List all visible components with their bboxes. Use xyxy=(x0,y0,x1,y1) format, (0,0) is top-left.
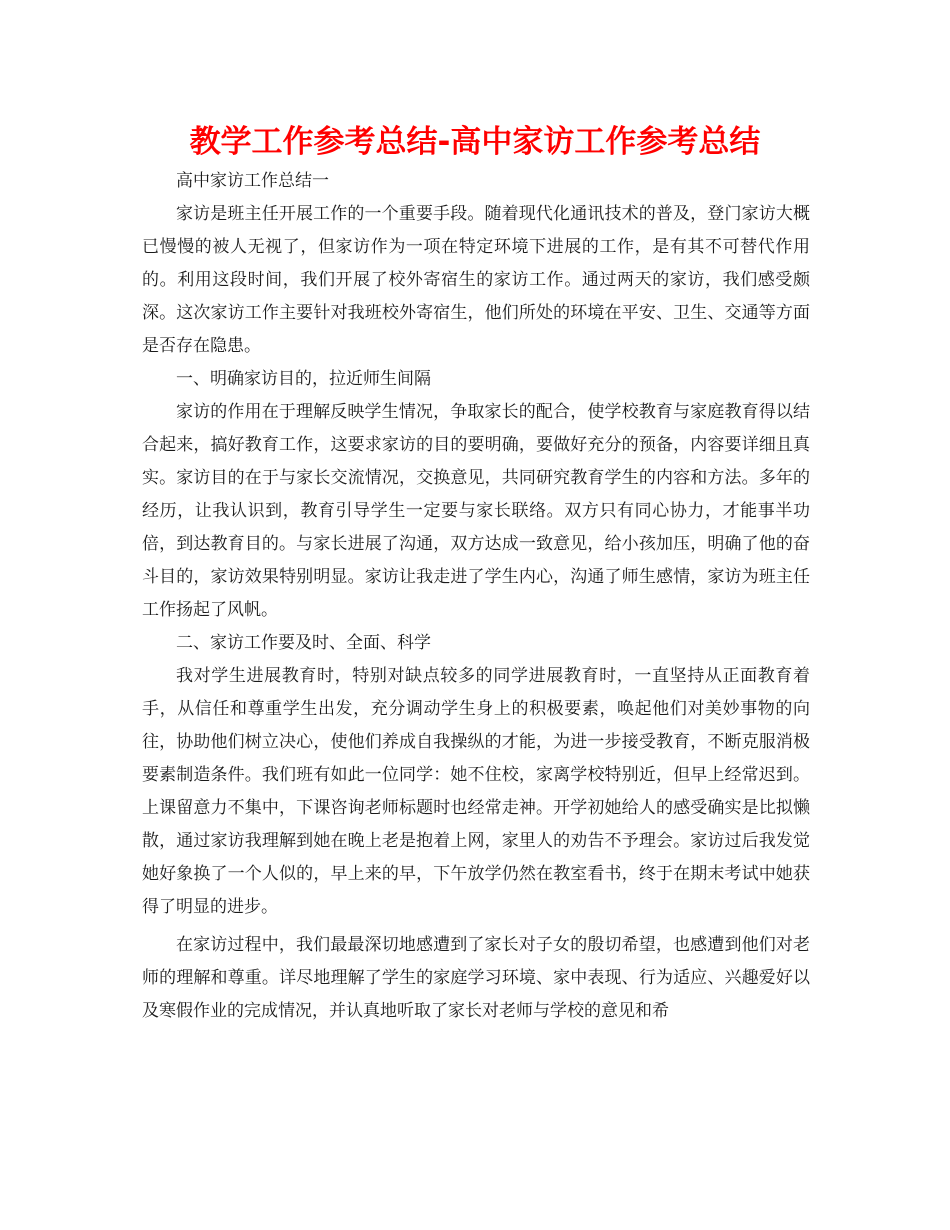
section-heading: 二、家访工作要及时、全面、科学 xyxy=(176,633,431,653)
body-paragraph: 我对学生进展教育时，特别对缺点较多的同学进展教育时，一直坚持从正面教育着手，从信任和尊重学生出发，充分调动学生身上的积极要素，唤起他们对美妙事物的向往，协助他们树立决心，使他们养成自我操纵的才能，为进一步接受教育，不断克服消极要素制造条件。我们班有如此一位同学：她不住校，家离学校特别近，但早上经常迟到。上课留意力不集中，下课咨询老师标题时也经常走神。开学初她给人的感受确实是比拟懒散，通过家访我理解到她在晚上老是抱着上网，家里人的劝告不予理会。家访过后我发觉她好象换了一个人似的，早上来的早，下午放学仍然在教室看书，终于在期末考试中她获得了明显的进步。 xyxy=(142,666,810,917)
section-heading: 高中家访工作总结一 xyxy=(176,171,329,191)
body-paragraph: 在家访过程中，我们最最深切地感遭到了家长对子女的殷切希望，也感遭到他们对老师的理解和尊重。详尽地理解了学生的家庭学习环境、家中表现、行为适应、兴趣爱好以及寒假作业的完成情况，并认真地听取了家长对老师与学校的意见和希 xyxy=(142,935,810,1021)
document-title: 教学工作参考总结-高中家访工作参考总结 xyxy=(189,124,761,160)
body-paragraph: 家访是班主任开展工作的一个重要手段。随着现代化通讯技术的普及，登门家访大概已慢慢的被人无视了，但家访作为一项在特定环境下进展的工作，是有其不可替代作用的。利用这段时间，我们开展了校外寄宿生的家访工作。通过两天的家访，我们感受颇深。这次家访工作主要针对我班校外寄宿生，他们所处的环境在平安、卫生、交通等方面是否存在隐患。 xyxy=(142,204,810,356)
document-body xyxy=(142,165,810,1028)
body-paragraph: 家访的作用在于理解反映学生情况，争取家长的配合，使学校教育与家庭教育得以结合起来，搞好教育工作，这要求家访的目的要明确，要做好充分的预备，内容要详细且真实。家访目的在于与家长交流情况，交换意见，共同研究教育学生的内容和方法。多年的经历，让我认识到，教育引导学生一定要与家长联络。双方只有同心协力，才能事半功倍，到达教育目的。与家长进展了沟通，双方达成一致意见，给小孩加压，明确了他的奋斗目的，家访效果特别明显。家访让我走进了学生内心，沟通了师生感情，家访为班主任工作扬起了风帆。 xyxy=(142,402,810,620)
section-heading: 一、明确家访目的，拉近师生间隔 xyxy=(176,369,431,389)
